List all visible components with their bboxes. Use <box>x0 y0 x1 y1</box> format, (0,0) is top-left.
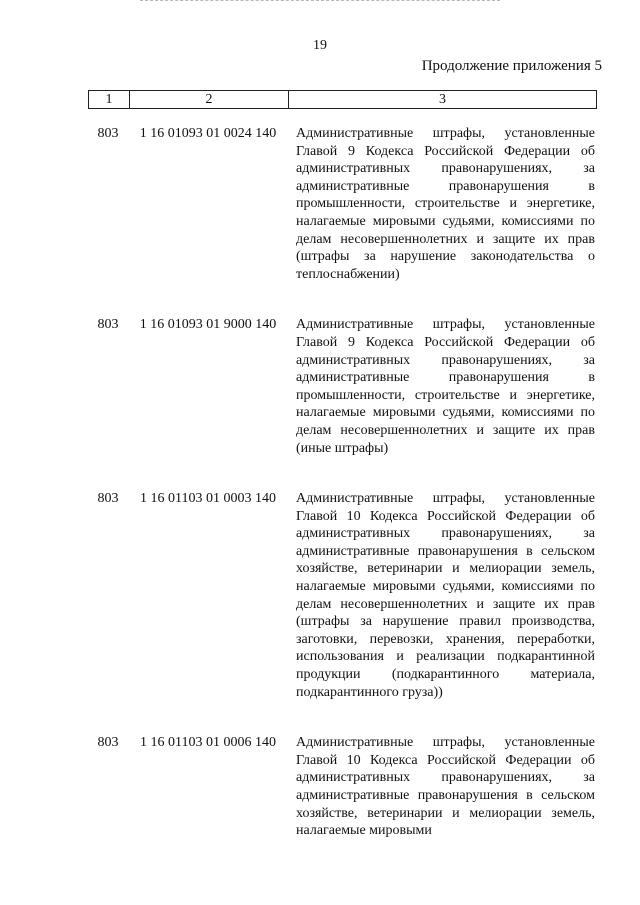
scan-edge-artifact <box>140 0 500 4</box>
column-header-row <box>88 90 597 109</box>
admin-code: 803 <box>97 317 119 333</box>
revenue-description: Административные штрафы, установленные Главой 9 Кодекса Российской Федерации об административных правонарушениях, за административные правонарушения в промышленности, строительстве и энергетике, налагаемые мировыми судьями, комиссиями по делам несовершеннолетних и защите их прав (штрафы за нарушение законодательства о теплоснабжении) <box>296 126 595 282</box>
budget-classification-code: 1 16 01103 01 0003 140 <box>140 491 276 507</box>
table-row <box>88 125 597 283</box>
column-header-2: 2 <box>130 91 289 109</box>
column-header-3: 3 <box>289 91 597 109</box>
entries-list <box>88 125 597 873</box>
budget-classification-code: 1 16 01093 01 9000 140 <box>139 317 277 333</box>
revenue-description: Административные штрафы, установленные Главой 9 Кодекса Российской Федерации об административных правонарушениях, за административные правонарушения в промышленности, строительстве и энергетике, налагаемые мировыми судьями, комиссиями по делам несовершеннолетних и защите их прав (иные штрафы) <box>296 317 595 456</box>
page-number: 19 <box>313 38 327 53</box>
table-row <box>88 734 597 840</box>
appendix-continuation-label: Продолжение приложения 5 <box>421 58 602 74</box>
revenue-description: Административные штрафы, установленные Главой 10 Кодекса Российской Федерации об административных правонарушениях, за административные правонарушения в сельском хозяйстве, ветеринарии и мелиорации земель, налагаемые мировыми судьями, комиссиями по делам несовершеннолетних и защите их прав (штрафы за нарушение правил производства, заготовки, перевозки, хранения, переработки, использования и реализации подкарантинной продукции (подкарантинного материала, подкарантинного груза)) <box>296 491 595 700</box>
budget-classification-code: 1 16 01093 01 0024 140 <box>139 126 277 141</box>
table-row <box>88 490 597 701</box>
table-row <box>88 316 597 457</box>
column-header-1: 1 <box>89 91 130 109</box>
admin-code: 803 <box>97 491 119 507</box>
admin-code: 803 <box>97 735 119 751</box>
revenue-description: Административные штрафы, установленные Главой 10 Кодекса Российской Федерации об административных правонарушениях, за административные правонарушения в сельском хозяйстве, ветеринарии и мелиорации земель, налагаемые мировыми <box>296 735 595 839</box>
budget-classification-code: 1 16 01103 01 0006 140 <box>140 735 276 751</box>
admin-code: 803 <box>97 126 119 141</box>
